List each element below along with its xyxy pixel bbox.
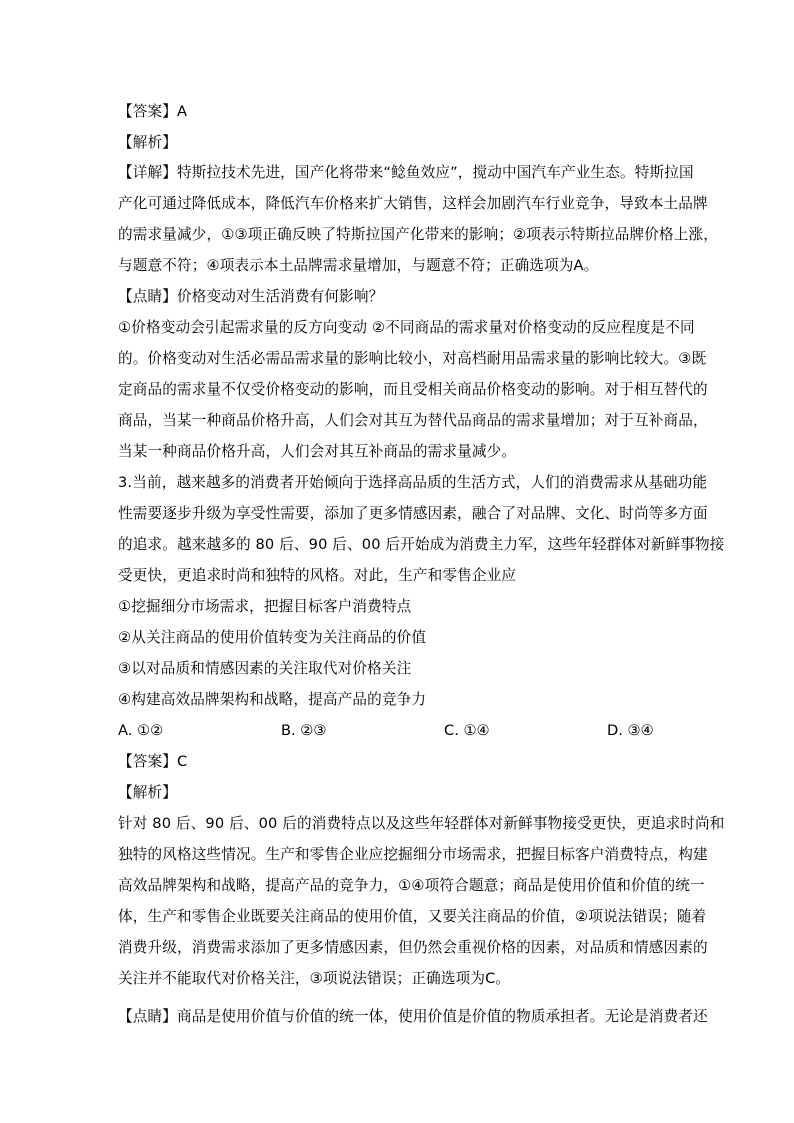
analysis-paragraph: 独特的风格这些情况。生产和零售企业应挖掘细分市场需求，把握目标客户消费特点，构建 [118,846,708,863]
detail-paragraph: 产化可通过降低成本，降低汽车价格来扩大销售，这样会加剧汽车行业竞争，导致本土品牌 [118,195,708,212]
statement-item: ③以对品质和情感因素的关注取代对价格关注 [118,660,412,677]
question-stem: 的追求。越来越多的 80 后、90 后、00 后开始成为消费主力军，这些年轻群体对新鲜事物接 [118,536,725,553]
option-d: D. ③④ [607,722,654,739]
question-stem: 3.当前，越来越多的消费者开始倾向于选择高品质的生活方式，人们的消费需求从基础功能 [118,474,708,491]
analysis-paragraph: 针对 80 后、90 后、00 后的消费特点以及这些年轻群体对新鲜事物接受更快，更追求时尚和 [118,815,725,832]
tip-heading: 【点睛】价格变动对生活消费有何影响？ [118,288,384,305]
tip-paragraph: ①价格变动会引起需求量的反方向变动 ②不同商品的需求量对价格变动的反应程度是不同 [118,319,695,336]
option-a: A. ①② [118,722,164,739]
analysis-paragraph: 体，生产和零售企业既要关注商品的使用价值，又要关注商品的价值，②项说法错误；随着 [118,908,707,925]
tip-paragraph: 的。价格变动对生活必需品需求量的影响比较小，对高档耐用品需求量的影响比较大。③既 [118,350,707,367]
question-stem: 受更快，更追求时尚和独特的风格。对此，生产和零售企业应 [118,567,517,584]
analysis-paragraph: 消费升级，消费需求添加了更多情感因素，但仍然会重视价格的因素，对品质和情感因素的 [118,939,708,956]
statement-item: ①挖掘细分市场需求，把握目标客户消费特点 [118,598,412,615]
tip-paragraph: 当某一种商品价格升高，人们会对其互补商品的需求量减少。 [118,443,517,460]
detail-paragraph: 【详解】特斯拉技术先进，国产化将带来“鲶鱼效应”，搅动中国汽车产业生态。特斯拉国 [118,164,694,181]
analysis-label: 【解析】 [118,134,177,151]
option-c: C. ①④ [444,722,490,739]
detail-paragraph: 与题意不符；④项表示本土品牌需求量增加，与题意不符；正确选项为A。 [118,257,599,274]
statement-item: ②从关注商品的使用价值转变为关注商品的价值 [118,629,427,646]
answer-label: 【答案】C [118,753,188,770]
analysis-paragraph: 关注并不能取代对价格关注，③项说法错误；正确选项为C。 [118,970,511,987]
statement-item: ④构建高效品牌架构和战略，提高产品的竞争力 [118,691,427,708]
option-b: B. ②③ [281,722,327,739]
analysis-label: 【解析】 [118,784,177,801]
detail-paragraph: 的需求量减少，①③项正确反映了特斯拉国产化带来的影响；②项表示特斯拉品牌价格上涨， [118,226,718,243]
tip-paragraph: 【点睛】商品是使用价值与价值的统一体，使用价值是价值的物质承担者。无论是消费者还 [118,1008,708,1025]
tip-paragraph: 商品，当某一种商品价格升高，人们会对其互为替代品商品的需求量增加；对于互补商品， [118,412,708,429]
tip-paragraph: 定商品的需求量不仅受价格变动的影响，而且受相关商品价格变动的影响。对于相互替代的 [118,381,708,398]
analysis-paragraph: 高效品牌架构和战略，提高产品的竞争力，①④项符合题意；商品是使用价值和价值的统一 [118,877,705,894]
question-stem: 性需要逐步升级为享受性需要，添加了更多情感因素，融合了对品牌、文化、时尚等多方面 [118,505,708,522]
answer-label: 【答案】A [118,103,188,120]
